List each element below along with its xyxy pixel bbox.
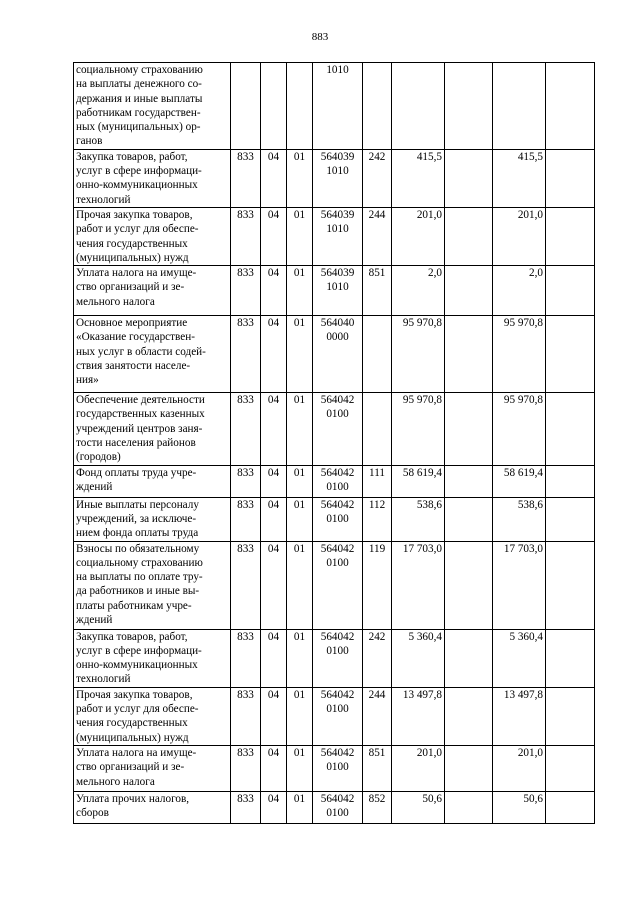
empty-amount-cell — [445, 465, 493, 497]
empty-amount-cell — [445, 149, 493, 207]
section-code-cell: 04 — [261, 687, 287, 745]
target-article-cell: 564042 0100 — [313, 745, 363, 791]
empty-amount-cell — [546, 266, 595, 316]
department-code-cell: 833 — [231, 629, 261, 687]
empty-amount-cell — [546, 497, 595, 541]
empty-amount-cell — [546, 393, 595, 465]
section-code-cell: 04 — [261, 497, 287, 541]
expense-type-cell: 851 — [363, 745, 392, 791]
total-amount-cell: 5 360,4 — [392, 629, 445, 687]
second-amount-cell: 415,5 — [493, 149, 546, 207]
empty-amount-cell — [445, 393, 493, 465]
subsection-code-cell: 01 — [287, 316, 313, 393]
department-code-cell: 833 — [231, 791, 261, 823]
total-amount-cell: 415,5 — [392, 149, 445, 207]
target-article-cell: 564042 0100 — [313, 541, 363, 629]
total-amount-cell: 2,0 — [392, 266, 445, 316]
table-row — [74, 465, 595, 497]
row-name-cell: Уплата прочих налогов, сборов — [74, 791, 231, 823]
second-amount-cell: 201,0 — [493, 745, 546, 791]
empty-amount-cell — [445, 497, 493, 541]
target-article-cell: 564042 0100 — [313, 791, 363, 823]
total-amount-cell: 13 497,8 — [392, 687, 445, 745]
table-row — [74, 497, 595, 541]
department-code-cell: 833 — [231, 687, 261, 745]
table-row — [74, 316, 595, 393]
empty-amount-cell — [445, 63, 493, 150]
total-amount-cell: 58 619,4 — [392, 465, 445, 497]
second-amount-cell: 95 970,8 — [493, 393, 546, 465]
target-article-cell: 564042 0100 — [313, 497, 363, 541]
subsection-code-cell: 01 — [287, 629, 313, 687]
budget-table — [73, 62, 595, 824]
table-row — [74, 393, 595, 465]
department-code-cell: 833 — [231, 149, 261, 207]
empty-amount-cell — [445, 687, 493, 745]
table-row — [74, 745, 595, 791]
second-amount-cell: 2,0 — [493, 266, 546, 316]
row-name-cell: социальному страхованию на выплаты денежного со- держания и иные выплаты работникам государствен- ных (муниципальных) ор- ганов — [74, 63, 231, 150]
target-article-cell: 564039 1010 — [313, 207, 363, 265]
target-article-cell: 564039 1010 — [313, 149, 363, 207]
total-amount-cell: 201,0 — [392, 207, 445, 265]
section-code-cell: 04 — [261, 266, 287, 316]
empty-amount-cell — [546, 791, 595, 823]
subsection-code-cell: 01 — [287, 465, 313, 497]
row-name-cell: Фонд оплаты труда учре- ждений — [74, 465, 231, 497]
department-code-cell — [231, 63, 261, 150]
row-name-cell: Прочая закупка товаров, работ и услуг для обеспе- чения государственных (муниципальных) нужд — [74, 687, 231, 745]
expense-type-cell — [363, 316, 392, 393]
expense-type-cell: 244 — [363, 687, 392, 745]
section-code-cell: 04 — [261, 541, 287, 629]
department-code-cell: 833 — [231, 745, 261, 791]
expense-type-cell: 112 — [363, 497, 392, 541]
department-code-cell: 833 — [231, 541, 261, 629]
subsection-code-cell — [287, 63, 313, 150]
row-name-cell: Прочая закупка товаров, работ и услуг для обеспе- чения государственных (муниципальных) нужд — [74, 207, 231, 265]
row-name-cell: Закупка товаров, работ, услуг в сфере информаци- онно-коммуникационных технологий — [74, 629, 231, 687]
total-amount-cell: 17 703,0 — [392, 541, 445, 629]
second-amount-cell: 13 497,8 — [493, 687, 546, 745]
row-name-cell: Уплата налога на имуще- ство организаций и зе- мельного налога — [74, 745, 231, 791]
subsection-code-cell: 01 — [287, 207, 313, 265]
section-code-cell: 04 — [261, 393, 287, 465]
row-name-cell: Иные выплаты персоналу учреждений, за исключе- нием фонда оплаты труда — [74, 497, 231, 541]
subsection-code-cell: 01 — [287, 541, 313, 629]
page-number: 883 — [311, 31, 329, 43]
table-row — [74, 629, 595, 687]
subsection-code-cell: 01 — [287, 791, 313, 823]
section-code-cell: 04 — [261, 791, 287, 823]
empty-amount-cell — [546, 63, 595, 150]
section-code-cell: 04 — [261, 745, 287, 791]
second-amount-cell: 17 703,0 — [493, 541, 546, 629]
second-amount-cell: 95 970,8 — [493, 316, 546, 393]
department-code-cell: 833 — [231, 266, 261, 316]
section-code-cell: 04 — [261, 207, 287, 265]
empty-amount-cell — [546, 465, 595, 497]
target-article-cell: 564042 0100 — [313, 393, 363, 465]
section-code-cell: 04 — [261, 149, 287, 207]
table-row — [74, 687, 595, 745]
table-row — [74, 266, 595, 316]
second-amount-cell — [493, 63, 546, 150]
empty-amount-cell — [546, 541, 595, 629]
empty-amount-cell — [546, 745, 595, 791]
table-row — [74, 791, 595, 823]
empty-amount-cell — [546, 687, 595, 745]
empty-amount-cell — [445, 207, 493, 265]
expense-type-cell: 852 — [363, 791, 392, 823]
empty-amount-cell — [445, 266, 493, 316]
target-article-cell: 564040 0000 — [313, 316, 363, 393]
table-row — [74, 63, 595, 150]
table-row — [74, 207, 595, 265]
expense-type-cell: 244 — [363, 207, 392, 265]
target-article-cell: 564042 0100 — [313, 465, 363, 497]
expense-type-cell — [363, 393, 392, 465]
empty-amount-cell — [445, 316, 493, 393]
expense-type-cell — [363, 63, 392, 150]
expense-type-cell: 851 — [363, 266, 392, 316]
department-code-cell: 833 — [231, 497, 261, 541]
department-code-cell: 833 — [231, 393, 261, 465]
subsection-code-cell: 01 — [287, 497, 313, 541]
empty-amount-cell — [546, 316, 595, 393]
second-amount-cell: 5 360,4 — [493, 629, 546, 687]
row-name-cell: Уплата налога на имуще- ство организаций и зе- мельного налога — [74, 266, 231, 316]
row-name-cell: Обеспечение деятельности государственных казенных учреждений центров заня- тости населения районов (городов) — [74, 393, 231, 465]
empty-amount-cell — [546, 629, 595, 687]
empty-amount-cell — [546, 149, 595, 207]
expense-type-cell: 242 — [363, 629, 392, 687]
total-amount-cell: 95 970,8 — [392, 393, 445, 465]
total-amount-cell: 538,6 — [392, 497, 445, 541]
section-code-cell: 04 — [261, 629, 287, 687]
subsection-code-cell: 01 — [287, 266, 313, 316]
subsection-code-cell: 01 — [287, 393, 313, 465]
target-article-cell: 1010 — [313, 63, 363, 150]
second-amount-cell: 50,6 — [493, 791, 546, 823]
empty-amount-cell — [445, 791, 493, 823]
total-amount-cell: 50,6 — [392, 791, 445, 823]
empty-amount-cell — [445, 541, 493, 629]
section-code-cell — [261, 63, 287, 150]
department-code-cell: 833 — [231, 465, 261, 497]
empty-amount-cell — [445, 629, 493, 687]
subsection-code-cell: 01 — [287, 149, 313, 207]
table-row — [74, 149, 595, 207]
row-name-cell: Закупка товаров, работ, услуг в сфере информаци- онно-коммуникационных технологий — [74, 149, 231, 207]
row-name-cell: Основное мероприятие «Оказание государствен- ных услуг в области содей- ствия занятости населе- ния» — [74, 316, 231, 393]
department-code-cell: 833 — [231, 316, 261, 393]
expense-type-cell: 111 — [363, 465, 392, 497]
second-amount-cell: 58 619,4 — [493, 465, 546, 497]
subsection-code-cell: 01 — [287, 745, 313, 791]
second-amount-cell: 538,6 — [493, 497, 546, 541]
subsection-code-cell: 01 — [287, 687, 313, 745]
section-code-cell: 04 — [261, 316, 287, 393]
target-article-cell: 564042 0100 — [313, 629, 363, 687]
department-code-cell: 833 — [231, 207, 261, 265]
section-code-cell: 04 — [261, 465, 287, 497]
expense-type-cell: 242 — [363, 149, 392, 207]
total-amount-cell: 95 970,8 — [392, 316, 445, 393]
total-amount-cell: 201,0 — [392, 745, 445, 791]
total-amount-cell — [392, 63, 445, 150]
table-row — [74, 541, 595, 629]
target-article-cell: 564039 1010 — [313, 266, 363, 316]
row-name-cell: Взносы по обязательному социальному страхованию на выплаты по оплате тру- да работников и иные вы- платы работникам учре- ждений — [74, 541, 231, 629]
empty-amount-cell — [445, 745, 493, 791]
expense-type-cell: 119 — [363, 541, 392, 629]
table-body — [74, 63, 595, 824]
empty-amount-cell — [546, 207, 595, 265]
second-amount-cell: 201,0 — [493, 207, 546, 265]
target-article-cell: 564042 0100 — [313, 687, 363, 745]
